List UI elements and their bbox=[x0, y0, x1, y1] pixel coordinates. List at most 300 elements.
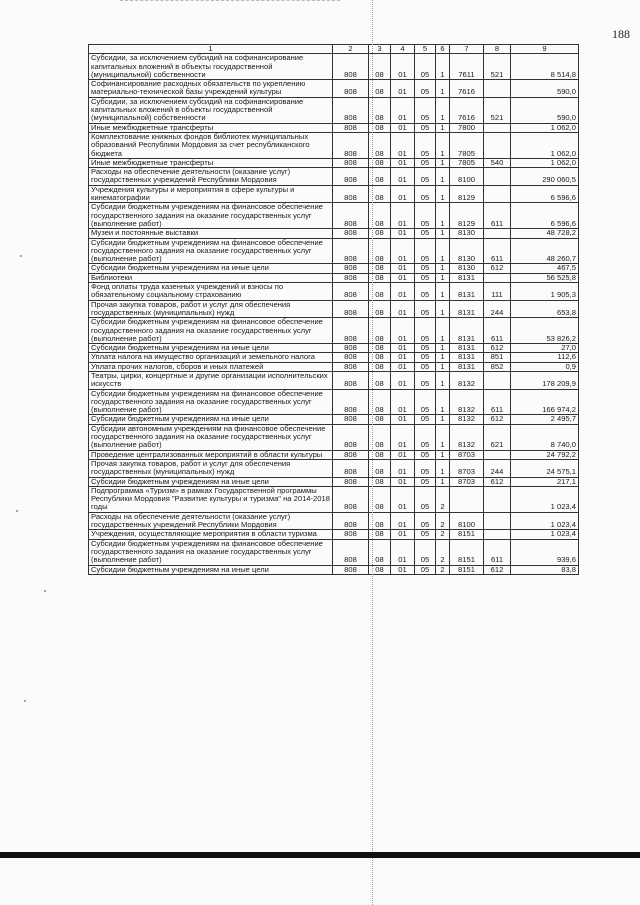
row-code: 808 bbox=[333, 512, 369, 530]
row-code: 01 bbox=[391, 530, 415, 539]
row-code bbox=[484, 530, 511, 539]
row-code: 1 bbox=[436, 132, 450, 158]
row-description: Субсидии автономным учреждениям на финансовое обеспечение государственного задания на оказание государственных услуг (выполнение работ) bbox=[89, 424, 333, 450]
column-header: 8 bbox=[484, 45, 511, 54]
row-amount: 6 596,6 bbox=[511, 203, 579, 229]
row-code: 851 bbox=[484, 353, 511, 362]
row-code: 01 bbox=[391, 512, 415, 530]
scan-speck bbox=[16, 510, 18, 512]
row-description: Библиотеки bbox=[89, 273, 333, 282]
row-code: 08 bbox=[369, 477, 391, 486]
row-code: 08 bbox=[369, 565, 391, 574]
row-code bbox=[484, 229, 511, 238]
column-header: 4 bbox=[391, 45, 415, 54]
row-amount: 8 514,8 bbox=[511, 54, 579, 80]
row-code: 08 bbox=[369, 389, 391, 415]
row-code: 05 bbox=[415, 459, 436, 477]
row-code: 111 bbox=[484, 283, 511, 301]
table-row bbox=[89, 132, 579, 158]
row-code: 808 bbox=[333, 353, 369, 362]
row-amount: 53 826,2 bbox=[511, 318, 579, 344]
row-amount: 653,8 bbox=[511, 300, 579, 318]
table-row bbox=[89, 353, 579, 362]
row-code: 01 bbox=[391, 477, 415, 486]
row-code: 05 bbox=[415, 123, 436, 132]
row-code: 05 bbox=[415, 264, 436, 273]
row-description: Театры, цирки, концертные и другие организации исполнительских искусств bbox=[89, 371, 333, 389]
row-code: 01 bbox=[391, 158, 415, 167]
row-code: 08 bbox=[369, 371, 391, 389]
row-amount: 27,0 bbox=[511, 344, 579, 353]
row-description: Субсидии бюджетным учреждениям на финансовое обеспечение государственного задания на оказание государственных услуг (выполнение работ) bbox=[89, 203, 333, 229]
row-code: 8130 bbox=[450, 264, 484, 273]
row-code bbox=[484, 168, 511, 186]
row-code: 1 bbox=[436, 450, 450, 459]
row-code: 08 bbox=[369, 512, 391, 530]
page-number: 188 bbox=[612, 27, 630, 41]
row-code: 808 bbox=[333, 158, 369, 167]
row-code: 08 bbox=[369, 158, 391, 167]
row-description: Субсидии бюджетным учреждениям на иные цели bbox=[89, 565, 333, 574]
row-code: 01 bbox=[391, 168, 415, 186]
row-code: 1 bbox=[436, 371, 450, 389]
row-code: 8132 bbox=[450, 371, 484, 389]
row-code: 8130 bbox=[450, 238, 484, 264]
row-code: 08 bbox=[369, 238, 391, 264]
row-amount: 939,6 bbox=[511, 539, 579, 565]
column-header: 5 bbox=[415, 45, 436, 54]
row-description: Субсидии бюджетным учреждениям на иные цели bbox=[89, 264, 333, 273]
row-code: 8132 bbox=[450, 415, 484, 424]
row-amount: 8 740,0 bbox=[511, 424, 579, 450]
row-code: 2 bbox=[436, 486, 450, 512]
row-code: 05 bbox=[415, 300, 436, 318]
table-row bbox=[89, 371, 579, 389]
row-code: 1 bbox=[436, 273, 450, 282]
row-amount: 24 575,1 bbox=[511, 459, 579, 477]
row-code: 808 bbox=[333, 283, 369, 301]
row-code: 7611 bbox=[450, 54, 484, 80]
row-code: 1 bbox=[436, 203, 450, 229]
row-code: 05 bbox=[415, 539, 436, 565]
row-code: 2 bbox=[436, 565, 450, 574]
row-amount: 6 596,6 bbox=[511, 185, 579, 203]
row-code: 808 bbox=[333, 203, 369, 229]
row-code: 08 bbox=[369, 450, 391, 459]
row-code: 05 bbox=[415, 565, 436, 574]
row-code bbox=[484, 273, 511, 282]
row-code: 05 bbox=[415, 530, 436, 539]
row-code: 808 bbox=[333, 344, 369, 353]
row-code: 1 bbox=[436, 353, 450, 362]
table-row bbox=[89, 530, 579, 539]
table-row bbox=[89, 486, 579, 512]
row-description: Уплата прочих налогов, сборов и иных платежей bbox=[89, 362, 333, 371]
scan-top-marks bbox=[120, 0, 340, 4]
row-description: Уплата налога на имущество организаций и земельного налога bbox=[89, 353, 333, 362]
row-code: 8100 bbox=[450, 512, 484, 530]
row-code: 08 bbox=[369, 54, 391, 80]
row-code: 1 bbox=[436, 318, 450, 344]
row-description: Субсидии бюджетным учреждениям на иные цели bbox=[89, 477, 333, 486]
row-amount: 166 974,2 bbox=[511, 389, 579, 415]
row-code: 08 bbox=[369, 283, 391, 301]
row-amount: 590,0 bbox=[511, 97, 579, 123]
row-code: 08 bbox=[369, 203, 391, 229]
row-amount: 24 792,2 bbox=[511, 450, 579, 459]
row-code bbox=[484, 450, 511, 459]
row-code: 08 bbox=[369, 229, 391, 238]
row-code: 05 bbox=[415, 486, 436, 512]
row-code: 611 bbox=[484, 203, 511, 229]
row-code: 08 bbox=[369, 97, 391, 123]
row-code: 08 bbox=[369, 300, 391, 318]
row-description: Софинансирование расходных обязательств по укреплению материально-технической базы учреждений культуры bbox=[89, 80, 333, 98]
row-code: 540 bbox=[484, 158, 511, 167]
row-amount: 590,0 bbox=[511, 80, 579, 98]
row-amount: 1 023,4 bbox=[511, 512, 579, 530]
row-description: Субсидии, за исключением субсидий на софинансирование капитальных вложений в объекты государственной (муниципальной) собственности bbox=[89, 97, 333, 123]
row-code: 808 bbox=[333, 318, 369, 344]
row-code: 8703 bbox=[450, 450, 484, 459]
row-code: 8100 bbox=[450, 168, 484, 186]
row-amount: 112,6 bbox=[511, 353, 579, 362]
row-code bbox=[484, 512, 511, 530]
row-code: 808 bbox=[333, 389, 369, 415]
row-code: 808 bbox=[333, 459, 369, 477]
row-description: Учреждения, осуществляющие мероприятия в области туризма bbox=[89, 530, 333, 539]
row-description: Иные межбюджетные трансферты bbox=[89, 123, 333, 132]
table-row bbox=[89, 415, 579, 424]
row-code: 01 bbox=[391, 415, 415, 424]
row-code: 05 bbox=[415, 80, 436, 98]
row-code: 05 bbox=[415, 168, 436, 186]
row-code: 808 bbox=[333, 229, 369, 238]
row-code: 8151 bbox=[450, 530, 484, 539]
row-code: 08 bbox=[369, 530, 391, 539]
row-code: 08 bbox=[369, 353, 391, 362]
row-amount: 48 728,2 bbox=[511, 229, 579, 238]
table-row bbox=[89, 97, 579, 123]
row-amount: 1 905,3 bbox=[511, 283, 579, 301]
row-code: 01 bbox=[391, 539, 415, 565]
row-code: 808 bbox=[333, 415, 369, 424]
row-description: Субсидии, за исключением субсидий на софинансирование капитальных вложений в объекты государственной (муниципальной) собственности bbox=[89, 54, 333, 80]
row-code: 808 bbox=[333, 132, 369, 158]
row-code: 808 bbox=[333, 486, 369, 512]
row-description: Прочая закупка товаров, работ и услуг для обеспечения государственных (муниципальных) нужд bbox=[89, 459, 333, 477]
table-row bbox=[89, 318, 579, 344]
row-code bbox=[484, 123, 511, 132]
row-code: 612 bbox=[484, 264, 511, 273]
row-code: 08 bbox=[369, 424, 391, 450]
row-code: 05 bbox=[415, 477, 436, 486]
row-description: Субсидии бюджетным учреждениям на иные цели bbox=[89, 344, 333, 353]
row-code: 05 bbox=[415, 273, 436, 282]
row-code: 01 bbox=[391, 318, 415, 344]
row-code: 244 bbox=[484, 459, 511, 477]
table-row bbox=[89, 229, 579, 238]
row-code: 8132 bbox=[450, 424, 484, 450]
row-code: 05 bbox=[415, 203, 436, 229]
row-code: 8131 bbox=[450, 344, 484, 353]
row-code: 1 bbox=[436, 97, 450, 123]
row-code: 05 bbox=[415, 132, 436, 158]
row-code: 08 bbox=[369, 264, 391, 273]
row-code: 808 bbox=[333, 80, 369, 98]
row-description: Субсидии бюджетным учреждениям на финансовое обеспечение государственного задания на оказание государственных услуг (выполнение работ) bbox=[89, 318, 333, 344]
row-code: 7805 bbox=[450, 158, 484, 167]
row-code: 05 bbox=[415, 362, 436, 371]
row-code: 808 bbox=[333, 450, 369, 459]
row-amount: 2 495,7 bbox=[511, 415, 579, 424]
row-code: 621 bbox=[484, 424, 511, 450]
row-code: 05 bbox=[415, 229, 436, 238]
row-description: Иные межбюджетные трансферты bbox=[89, 158, 333, 167]
row-code: 808 bbox=[333, 238, 369, 264]
table-row bbox=[89, 300, 579, 318]
row-code: 05 bbox=[415, 185, 436, 203]
row-amount: 1 062,0 bbox=[511, 132, 579, 158]
scan-fold-line bbox=[372, 0, 373, 905]
row-amount: 290 060,5 bbox=[511, 168, 579, 186]
row-code: 1 bbox=[436, 123, 450, 132]
row-code: 612 bbox=[484, 565, 511, 574]
row-code: 05 bbox=[415, 318, 436, 344]
row-code: 808 bbox=[333, 54, 369, 80]
row-code: 05 bbox=[415, 238, 436, 264]
row-code bbox=[484, 371, 511, 389]
row-amount: 217,1 bbox=[511, 477, 579, 486]
row-amount: 1 023,4 bbox=[511, 486, 579, 512]
row-code: 2 bbox=[436, 539, 450, 565]
row-code: 611 bbox=[484, 389, 511, 415]
row-code: 8703 bbox=[450, 459, 484, 477]
row-code: 1 bbox=[436, 158, 450, 167]
row-code: 611 bbox=[484, 318, 511, 344]
table-row bbox=[89, 264, 579, 273]
row-code: 05 bbox=[415, 54, 436, 80]
table-row bbox=[89, 389, 579, 415]
row-code: 1 bbox=[436, 238, 450, 264]
row-code: 01 bbox=[391, 371, 415, 389]
row-code: 612 bbox=[484, 477, 511, 486]
row-code: 05 bbox=[415, 158, 436, 167]
row-code: 01 bbox=[391, 459, 415, 477]
row-code: 8151 bbox=[450, 565, 484, 574]
row-code: 7616 bbox=[450, 80, 484, 98]
column-header: 6 bbox=[436, 45, 450, 54]
scan-speck bbox=[20, 255, 22, 257]
row-code: 1 bbox=[436, 344, 450, 353]
row-code: 1 bbox=[436, 54, 450, 80]
column-header: 1 bbox=[89, 45, 333, 54]
row-code: 1 bbox=[436, 300, 450, 318]
table-row bbox=[89, 477, 579, 486]
table-row bbox=[89, 424, 579, 450]
budget-table bbox=[88, 44, 579, 575]
row-description: Учреждения культуры и мероприятия в сфере культуры и кинематографии bbox=[89, 185, 333, 203]
row-description: Музеи и постоянные выставки bbox=[89, 229, 333, 238]
row-code: 808 bbox=[333, 273, 369, 282]
row-code: 808 bbox=[333, 264, 369, 273]
row-code: 05 bbox=[415, 371, 436, 389]
row-code: 1 bbox=[436, 185, 450, 203]
row-code: 8129 bbox=[450, 185, 484, 203]
column-header: 9 bbox=[511, 45, 579, 54]
row-description: Комплектование книжных фондов библиотек муниципальных образований Республики Мордовия за счет республиканского бюджета bbox=[89, 132, 333, 158]
row-code bbox=[484, 486, 511, 512]
row-code: 05 bbox=[415, 344, 436, 353]
row-code: 08 bbox=[369, 318, 391, 344]
row-code: 808 bbox=[333, 168, 369, 186]
row-code: 08 bbox=[369, 344, 391, 353]
table-row bbox=[89, 459, 579, 477]
row-code: 08 bbox=[369, 123, 391, 132]
row-code: 611 bbox=[484, 539, 511, 565]
row-code: 01 bbox=[391, 450, 415, 459]
row-code: 808 bbox=[333, 123, 369, 132]
row-code: 05 bbox=[415, 512, 436, 530]
table-row bbox=[89, 54, 579, 80]
row-code: 01 bbox=[391, 565, 415, 574]
row-code: 08 bbox=[369, 459, 391, 477]
row-description: Проведение централизованных мероприятий в области культуры bbox=[89, 450, 333, 459]
row-code: 8131 bbox=[450, 353, 484, 362]
row-code: 808 bbox=[333, 565, 369, 574]
row-code: 08 bbox=[369, 185, 391, 203]
row-code: 8129 bbox=[450, 203, 484, 229]
row-amount: 1 062,0 bbox=[511, 123, 579, 132]
row-code: 612 bbox=[484, 344, 511, 353]
row-description: Субсидии бюджетным учреждениям на финансовое обеспечение государственного задания на оказание государственных услуг (выполнение работ) bbox=[89, 238, 333, 264]
row-code: 808 bbox=[333, 424, 369, 450]
row-code: 852 bbox=[484, 362, 511, 371]
row-amount: 1 062,0 bbox=[511, 158, 579, 167]
row-code: 8130 bbox=[450, 229, 484, 238]
row-code: 808 bbox=[333, 477, 369, 486]
row-code: 01 bbox=[391, 123, 415, 132]
row-description: Фонд оплаты труда казенных учреждений и взносы по обязательному социальному страхованию bbox=[89, 283, 333, 301]
row-amount: 48 260,7 bbox=[511, 238, 579, 264]
row-code: 05 bbox=[415, 415, 436, 424]
row-code: 01 bbox=[391, 273, 415, 282]
row-code: 01 bbox=[391, 229, 415, 238]
table-row bbox=[89, 512, 579, 530]
row-code: 08 bbox=[369, 486, 391, 512]
row-code: 1 bbox=[436, 477, 450, 486]
row-description: Прочая закупка товаров, работ и услуг для обеспечения государственных (муниципальных) нужд bbox=[89, 300, 333, 318]
row-code: 1 bbox=[436, 415, 450, 424]
row-description: Расходы на обеспечение деятельности (оказание услуг) государственных учреждений Республики Мордовия bbox=[89, 168, 333, 186]
row-code: 611 bbox=[484, 238, 511, 264]
row-code: 1 bbox=[436, 389, 450, 415]
row-code: 05 bbox=[415, 389, 436, 415]
column-header: 3 bbox=[369, 45, 391, 54]
row-code bbox=[484, 80, 511, 98]
row-code: 1 bbox=[436, 264, 450, 273]
row-code: 8131 bbox=[450, 362, 484, 371]
row-code: 01 bbox=[391, 54, 415, 80]
scan-speck bbox=[44, 590, 46, 592]
table-body bbox=[89, 54, 579, 575]
table-row bbox=[89, 203, 579, 229]
table-row bbox=[89, 238, 579, 264]
row-code: 521 bbox=[484, 54, 511, 80]
row-amount: 467,5 bbox=[511, 264, 579, 273]
row-code: 244 bbox=[484, 300, 511, 318]
row-code bbox=[450, 486, 484, 512]
row-code: 01 bbox=[391, 389, 415, 415]
row-code: 01 bbox=[391, 344, 415, 353]
row-code: 8132 bbox=[450, 389, 484, 415]
row-code: 808 bbox=[333, 97, 369, 123]
row-code: 05 bbox=[415, 424, 436, 450]
row-code: 08 bbox=[369, 132, 391, 158]
row-code: 7800 bbox=[450, 123, 484, 132]
row-code: 01 bbox=[391, 362, 415, 371]
row-code: 01 bbox=[391, 300, 415, 318]
row-code: 2 bbox=[436, 512, 450, 530]
row-code: 808 bbox=[333, 371, 369, 389]
row-code bbox=[484, 132, 511, 158]
scan-speck bbox=[24, 700, 26, 702]
scan-bottom-edge bbox=[0, 852, 640, 858]
row-code: 05 bbox=[415, 353, 436, 362]
row-code: 7805 bbox=[450, 132, 484, 158]
row-code: 808 bbox=[333, 530, 369, 539]
row-code: 05 bbox=[415, 450, 436, 459]
row-amount: 0,9 bbox=[511, 362, 579, 371]
row-code: 08 bbox=[369, 80, 391, 98]
row-code: 1 bbox=[436, 362, 450, 371]
row-code: 08 bbox=[369, 168, 391, 186]
row-code: 612 bbox=[484, 415, 511, 424]
row-code: 05 bbox=[415, 283, 436, 301]
column-header: 2 bbox=[333, 45, 369, 54]
table-row bbox=[89, 283, 579, 301]
row-amount: 1 023,4 bbox=[511, 530, 579, 539]
table-row bbox=[89, 80, 579, 98]
row-code: 1 bbox=[436, 283, 450, 301]
row-code: 08 bbox=[369, 273, 391, 282]
row-amount: 83,8 bbox=[511, 565, 579, 574]
row-code: 01 bbox=[391, 238, 415, 264]
row-code: 808 bbox=[333, 362, 369, 371]
row-description: Субсидии бюджетным учреждениям на финансовое обеспечение государственного задания на оказание государственных услуг (выполнение работ) bbox=[89, 389, 333, 415]
row-code: 8703 bbox=[450, 477, 484, 486]
row-code: 521 bbox=[484, 97, 511, 123]
row-code: 8131 bbox=[450, 283, 484, 301]
row-code: 01 bbox=[391, 283, 415, 301]
row-code: 08 bbox=[369, 415, 391, 424]
row-code: 1 bbox=[436, 80, 450, 98]
row-code: 808 bbox=[333, 539, 369, 565]
column-header: 7 bbox=[450, 45, 484, 54]
row-code: 1 bbox=[436, 229, 450, 238]
row-code: 01 bbox=[391, 353, 415, 362]
row-description: Подпрограмма «Туризм» в рамках Государственной программы Республики Мордовия "Развитие культуры и туризма" на 2014-2018 годы bbox=[89, 486, 333, 512]
row-code bbox=[484, 185, 511, 203]
row-amount: 178 209,9 bbox=[511, 371, 579, 389]
row-code: 05 bbox=[415, 97, 436, 123]
row-description: Субсидии бюджетным учреждениям на финансовое обеспечение государственного задания на оказание государственных услуг (выполнение работ) bbox=[89, 539, 333, 565]
row-amount: 56 525,8 bbox=[511, 273, 579, 282]
table-row bbox=[89, 565, 579, 574]
row-code: 01 bbox=[391, 264, 415, 273]
row-code: 1 bbox=[436, 424, 450, 450]
row-code: 8131 bbox=[450, 273, 484, 282]
